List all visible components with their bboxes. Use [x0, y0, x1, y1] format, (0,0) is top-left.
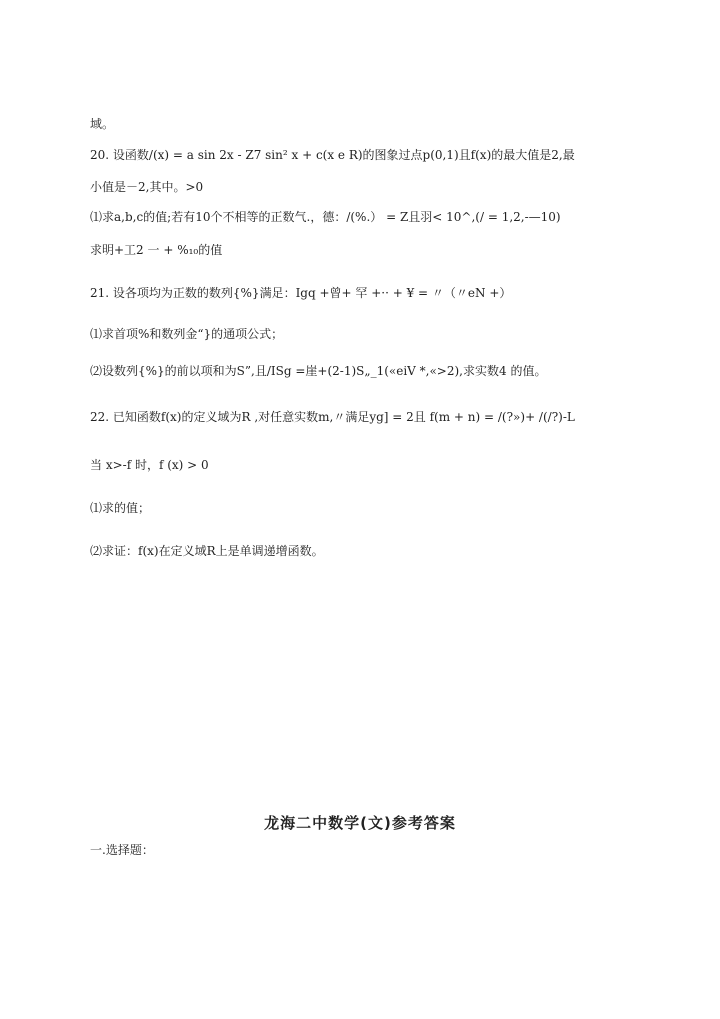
- line-10: 当 x>-f 时，f (x) > 0: [90, 458, 209, 472]
- line-5: 求明+工2 一 + %₁₀的值: [90, 243, 223, 257]
- line-9: 22. 已知函数f(x)的定义域为R ,对任意实数m,〃满足yg] = 2且 f(m + n) = /(?»)+ /(/?)-L: [90, 410, 575, 424]
- line-4: ⑴求a,b,c的值;若有10个不相等的正数气.，德：/(%.） = Z且羽< 10^,(/ = 1,2,-—10): [90, 210, 561, 224]
- answer-title: 龙海二中数学(文)参考答案: [264, 814, 456, 832]
- line-8: ⑵设数列{%}的前以项和为S”,且/ISg =崖+(2-1)S„_1(«eiV *,«>2),求实数4 的值。: [90, 364, 547, 378]
- line-6: 21. 设各项均为正数的数列{%}满足：Igq +曾+ 罕 +·· + ¥ = 〃（〃eN +）: [90, 286, 512, 300]
- line-7: ⑴求首项%和数列金“}的通项公式；: [90, 327, 284, 341]
- line-12: ⑵求证：f(x)在定义域R上是单调递增函数。: [90, 544, 324, 558]
- line-11: ⑴求的值；: [90, 501, 151, 515]
- section-heading: 一.选择题：: [90, 843, 154, 857]
- line-1: 域。: [90, 117, 115, 131]
- line-3: 小值是－2,其中。>0: [90, 180, 204, 194]
- line-2: 20. 设函数/(x) = a sin 2x - Z7 sin² x + c(x e R)的图象过点p(0,1)且f(x)的最大值是2,最: [90, 148, 575, 162]
